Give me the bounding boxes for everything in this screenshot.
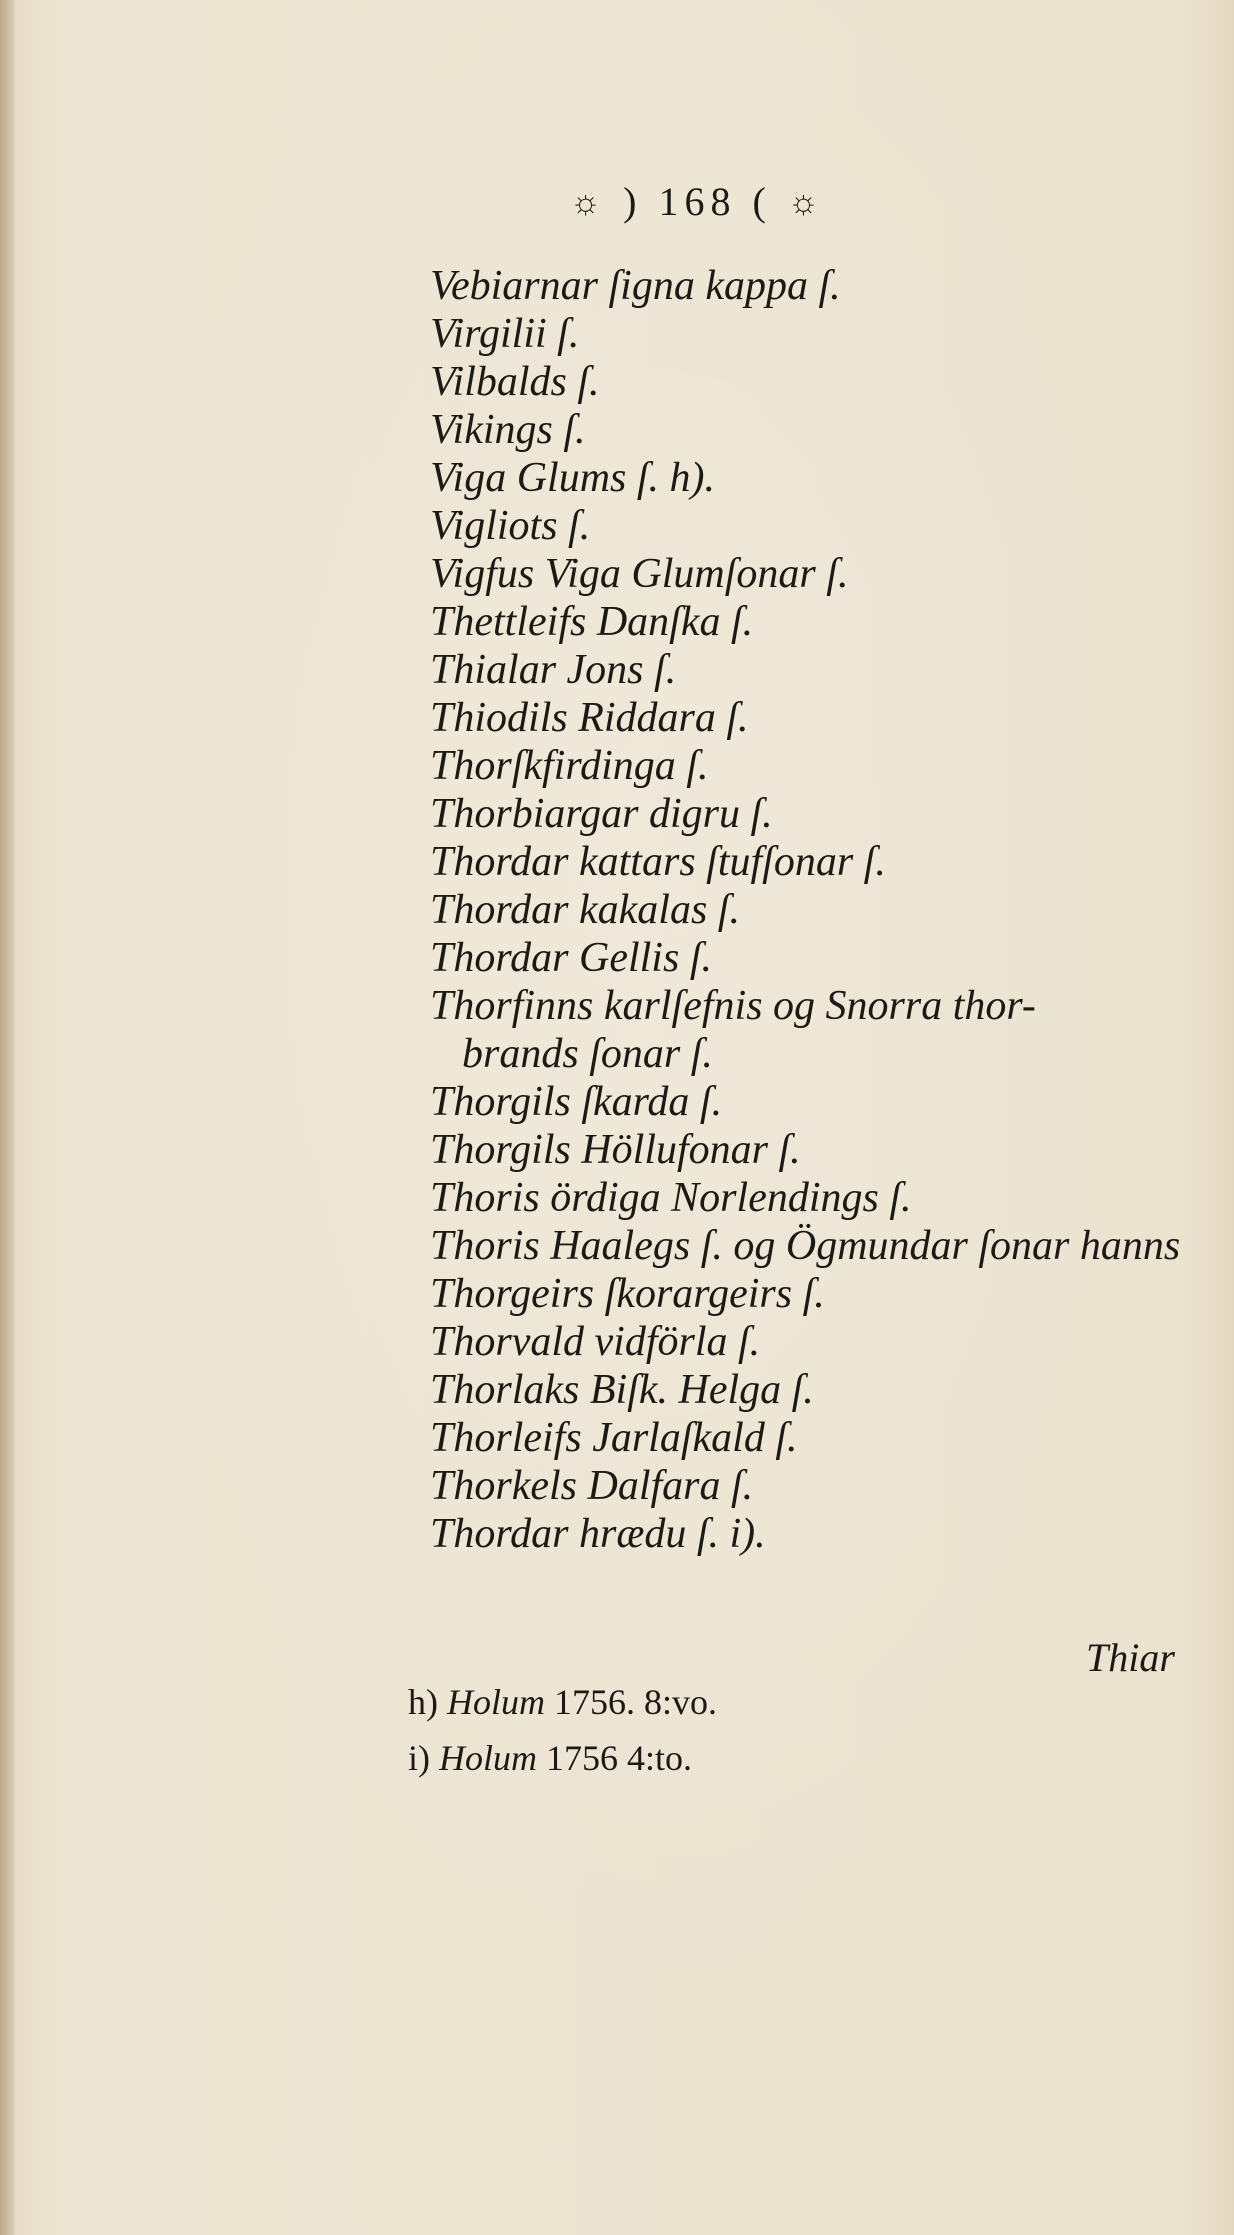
list-item: Thorſkfirdinga ſ. — [430, 743, 709, 789]
list-item: Thiodils Riddara ſ. — [430, 695, 749, 741]
list-item: Vikings ſ. — [430, 407, 586, 453]
footnote-mark: i) — [408, 1738, 430, 1778]
footnote-detail: 1756 4:to. — [546, 1738, 693, 1778]
list-item: Vilbalds ſ. — [430, 359, 600, 405]
list-item: Thordar kattars ſtufſonar ſ. — [430, 839, 886, 885]
right-ornament-icon: ☼ — [787, 184, 825, 221]
footnote-detail: 1756. 8:vo. — [554, 1682, 718, 1722]
list-item: Thorgils ſkarda ſ. — [430, 1079, 723, 1125]
list-item: Thordar kakalas ſ. — [430, 887, 740, 933]
footnote — [408, 1674, 717, 1730]
page-header — [570, 178, 825, 225]
list-item: Thordar hrædu ſ. i). — [430, 1511, 766, 1557]
list-item: Vigfus Viga Glumſonar ſ. — [430, 551, 849, 597]
page-number: ) 168 ( — [623, 179, 772, 224]
list-item-continuation: brands ſonar ſ. — [462, 1031, 713, 1077]
list-item: Viga Glums ſ. h). — [430, 455, 716, 501]
list-item: Thorgeirs ſkorargeirs ſ. — [430, 1271, 825, 1317]
footnote-place: Holum — [447, 1682, 545, 1722]
list-item: Thorgils Höllufonar ſ. — [430, 1127, 801, 1173]
list-item: Thialar Jons ſ. — [430, 647, 677, 693]
list-item: Thettleifs Danſka ſ. — [430, 599, 754, 645]
list-item: Thorlaks Biſk. Helga ſ. — [430, 1367, 814, 1413]
footnote-mark: h) — [408, 1682, 438, 1722]
footnote — [408, 1730, 717, 1786]
left-ornament-icon: ☼ — [570, 184, 608, 221]
page-binding-edge — [0, 0, 14, 2235]
footnote-place: Holum — [439, 1738, 537, 1778]
list-item: Thorleifs Jarlaſkald ſ. — [430, 1415, 798, 1461]
list-item: Thorbiargar digru ſ. — [430, 791, 773, 837]
list-item: Thorkels Dalfara ſ. — [430, 1463, 754, 1509]
catchword: Thiar — [1086, 1635, 1175, 1680]
list-item: Virgilii ſ. — [430, 311, 580, 357]
footnotes — [408, 1674, 717, 1786]
list-item: Thorfinns karlſefnis og Snorra thor- — [430, 983, 1036, 1029]
list-item: Thoris ördiga Norlendings ſ. — [430, 1175, 912, 1221]
saga-list — [430, 262, 1190, 1558]
list-item: Thorvald vidförla ſ. — [430, 1319, 761, 1365]
list-item: Thoris Haalegs ſ. og Ögmundar ſonar hanns — [430, 1223, 1181, 1269]
list-item: Vebiarnar ſigna kappa ſ. — [430, 263, 841, 309]
list-item: Thordar Gellis ſ. — [430, 935, 712, 981]
list-item: Vigliots ſ. — [430, 503, 591, 549]
